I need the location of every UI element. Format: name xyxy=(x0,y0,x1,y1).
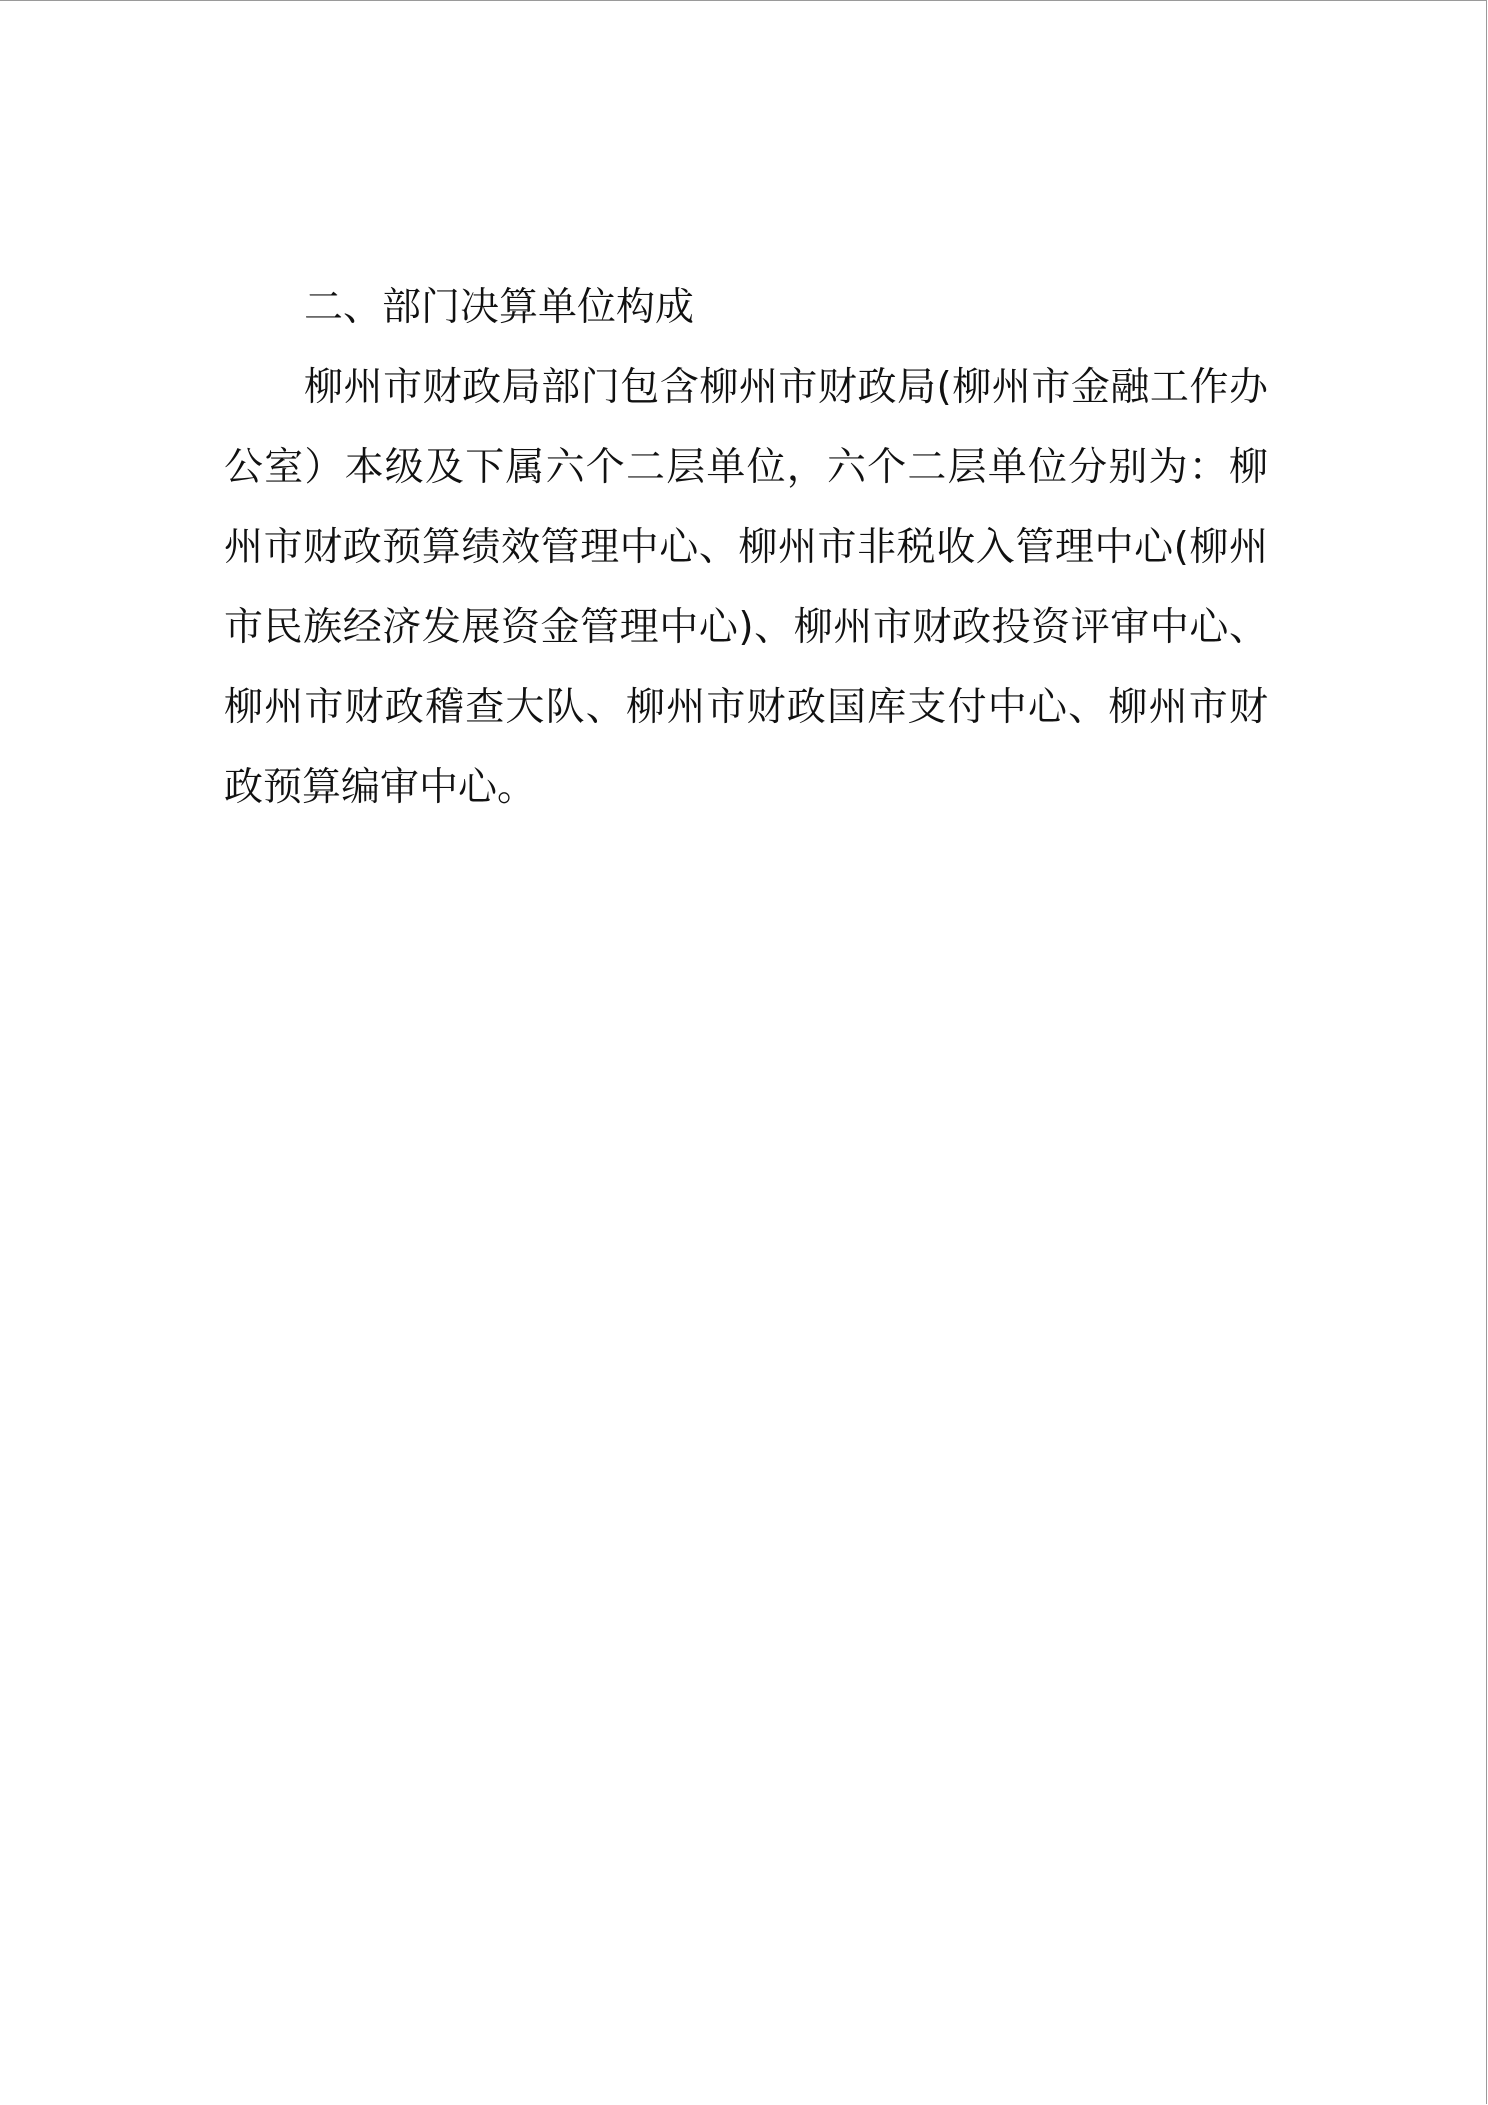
section-heading: 二、部门决算单位构成 xyxy=(304,285,695,330)
document-body xyxy=(224,268,1268,828)
body-paragraph: 柳州市财政局部门包含柳州市财政局(柳州市金融工作办公室）本级及下属六个二层单位，六个二层单位分别为：柳州市财政预算绩效管理中心、柳州市非税收入管理中心(柳州市民族经济发展资金管理中心)、柳州市财政投资评审中心、柳州市财政稽查大队、柳州市财政国库支付中心、柳州市财政预算编审中心。 xyxy=(224,365,1268,810)
